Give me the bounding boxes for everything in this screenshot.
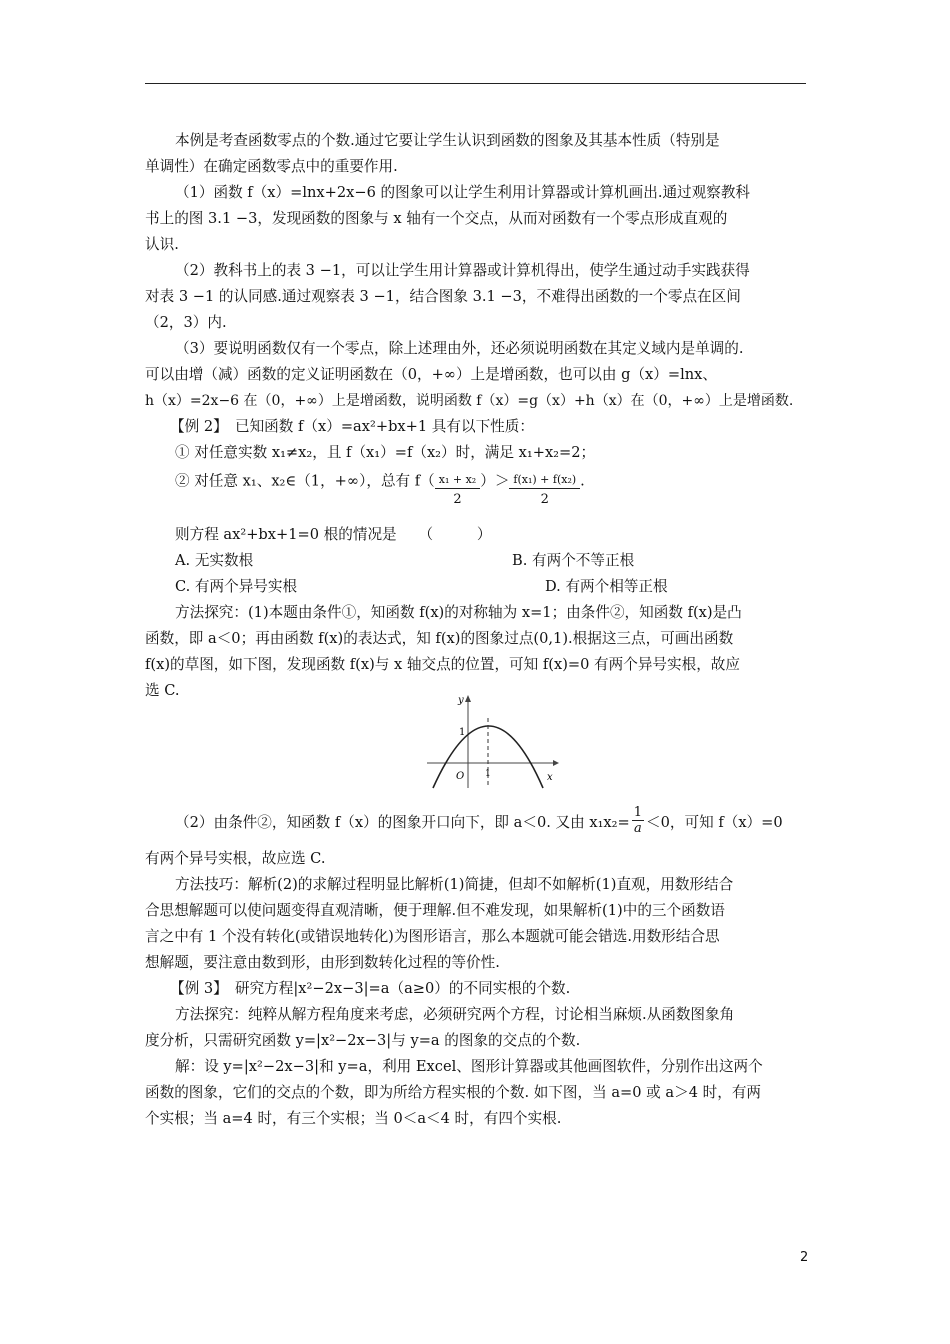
option-d: D. 有两个相等正根 xyxy=(545,578,668,595)
paragraph-line: h（x）=2x−6 在（0，+∞）上是增函数，说明函数 f（x）=g（x）+h（x）在（0，+∞）上是增函数. xyxy=(145,393,794,409)
example-3-heading: 【例 3】 研究方程|x²−2x−3|=a（a≥0）的不同实根的个数. xyxy=(170,980,571,997)
paragraph-line: 可以由增（减）函数的定义证明函数在（0，+∞）上是增函数，也可以由 g（x）=lnx、 xyxy=(145,366,718,383)
paragraph-line: 对表 3 −1 的认同感.通过观察表 3 −1，结合图象 3.1 −3，不难得出函数的一个零点在区间 xyxy=(145,288,741,305)
paragraph-line: 本例是考查函数零点的个数.通过它要让学生认识到函数的图象及其基本性质（特别是 xyxy=(175,132,720,149)
x-axis-label: x xyxy=(547,772,553,783)
example-2-heading: 【例 2】 已知函数 f（x）=ax²+bx+1 具有以下性质： xyxy=(170,418,534,435)
paragraph-line: （1）函数 f（x）=lnx+2x−6 的图象可以让学生利用计算器或计算机画出.通过观察教科 xyxy=(175,184,751,201)
paragraph-line: （2，3）内. xyxy=(145,314,227,331)
paragraph-line: 方法技巧：解析(2)的求解过程明显比解析(1)简捷，但却不如解析(1)直观，用数形结合 xyxy=(175,876,734,893)
parabola-sketch xyxy=(425,690,560,790)
condition-2: ② 对任意 x₁、x₂∈（1，+∞），总有 f（ $\frac{\text{x₁ + x₂}}{2}$ ）＞ $\frac{\text{f(x₁) + f(x₂)}}{2}$ . xyxy=(145,462,837,501)
option-c: C. 有两个异号实根 xyxy=(175,578,298,595)
option-b: B. 有两个不等正根 xyxy=(512,552,635,569)
option-a: A. 无实数根 xyxy=(175,552,254,569)
paragraph-line: 有两个异号实根，故应选 C. xyxy=(145,850,326,867)
y-tick-label: 1 xyxy=(459,727,466,738)
text-segment: （2）由条件②，知函数 f（x）的图象开口向下，即 a＜0. 又由 x₁x₂= xyxy=(175,814,630,831)
condition-1: ① 对任意实数 x₁≠x₂，且 f（x₁）=f（x₂）时，满足 x₁+x₂=2； xyxy=(175,444,596,461)
fraction-numerator: 1 xyxy=(633,805,643,820)
fraction-denominator: a xyxy=(634,821,642,836)
fraction-mean-f xyxy=(509,472,580,511)
paragraph-line: 解：设 y=|x²−2x−3|和 y=a，利用 Excel、图形计算器或其他画图软件，分别作出这两个 xyxy=(175,1058,763,1075)
fraction-mean-x xyxy=(435,472,480,511)
paragraph-line: 认识. xyxy=(145,236,179,253)
x-axis-arrow xyxy=(553,760,559,766)
y-axis-label: y xyxy=(458,695,464,706)
text-segment: ＜0，可知 f（x）=0 xyxy=(646,814,783,831)
paragraph-line: （2）教科书上的表 3 −1，可以让学生用计算器或计算机得出，使学生通过动手实践获得 xyxy=(175,262,750,279)
paragraph-line xyxy=(145,807,837,839)
paragraph-line: 方法探究：纯粹从解方程角度来考虑，必须研究两个方程，讨论相当麻烦.从函数图象角 xyxy=(175,1006,735,1023)
page-number: 2 xyxy=(800,1250,809,1265)
paragraph-line: 言之中有 1 个没有转化(或错误地转化)为图形语言，那么本题就可能会错选.用数形结合思 xyxy=(145,928,720,945)
condition-2-text: ② 对任意 x₁、x₂∈（1，+∞），总有 f（ xyxy=(175,472,435,490)
paragraph-line: （3）要说明函数仅有一个零点，除上述理由外，还必须说明函数在其定义域内是单调的. xyxy=(175,340,744,357)
question-line: 则方程 ax²+bx+1=0 根的情况是 （ ） xyxy=(175,526,492,543)
header-rule xyxy=(145,83,806,84)
fraction-numerator: x₁ + x₂ xyxy=(435,472,480,489)
x-tick-label: 1 xyxy=(485,769,491,779)
fraction-one-over-a xyxy=(632,805,644,837)
origin-label: O xyxy=(456,771,465,782)
paragraph-line: f(x)的草图，如下图，发现函数 f(x)与 x 轴交点的位置，可知 f(x)=0 有两个异号实根，故应 xyxy=(145,656,740,673)
paragraph-line: 个实根；当 a=4 时，有三个实根；当 0＜a＜4 时，有四个实根. xyxy=(145,1110,562,1127)
y-axis-arrow xyxy=(465,695,471,702)
paragraph-line: 合思想解题可以使问题变得直观清晰，便于理解.但不难发现，如果解析(1)中的三个函数语 xyxy=(145,902,725,919)
condition-2-text: ）＞ xyxy=(480,472,510,490)
paragraph-line: 选 C. xyxy=(145,682,180,699)
paragraph-line: 函数的图象，它们的交点的个数，即为所给方程实根的个数. 如下图，当 a=0 或 a＞4 时，有两 xyxy=(145,1084,762,1101)
paragraph-line: 度分析，只需研究函数 y=|x²−2x−3|与 y=a 的图象的交点的个数. xyxy=(145,1032,581,1049)
paragraph-line: 单调性）在确定函数零点中的重要作用. xyxy=(145,158,398,175)
paragraph-line: 方法探究：(1)本题由条件①，知函数 f(x)的对称轴为 x=1；由条件②，知函数 f(x)是凸 xyxy=(175,604,742,621)
paragraph-line: 函数，即 a＜0；再由函数 f(x)的表达式，知 f(x)的图象过点(0,1).根据这三点，可画出函数 xyxy=(145,630,734,647)
fraction-numerator: f(x₁) + f(x₂) xyxy=(509,472,580,489)
paragraph-line: 想解题，要注意由数到形，由形到数转化过程的等价性. xyxy=(145,954,500,971)
fraction-denominator: 2 xyxy=(453,492,462,507)
paragraph-line: 书上的图 3.1 −3，发现函数的图象与 x 轴有一个交点，从而对函数有一个零点形成直观的 xyxy=(145,210,728,227)
fraction-denominator: 2 xyxy=(540,492,549,507)
